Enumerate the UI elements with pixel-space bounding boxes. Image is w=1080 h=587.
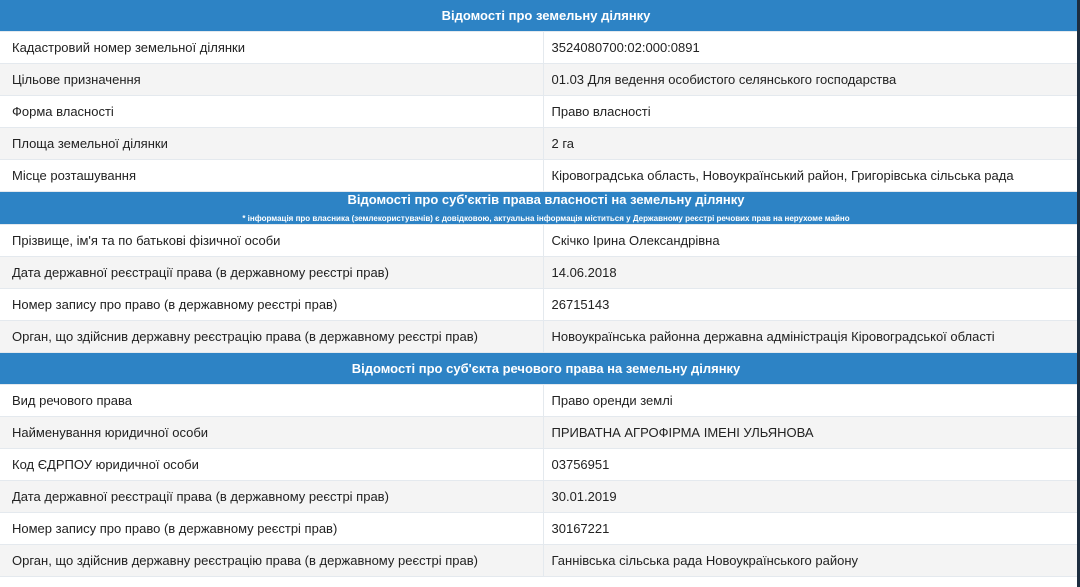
row-value: 26715143 (543, 289, 1080, 321)
row-label: Дата державної реєстрації права (в державному реєстрі прав) (0, 481, 543, 513)
row-value: 03756951 (543, 449, 1080, 481)
table-row (0, 417, 1080, 449)
section-title (0, 0, 1080, 32)
row-value: 2 га (543, 128, 1080, 160)
table-row (0, 160, 1080, 192)
row-value: 30.01.2019 (543, 481, 1080, 513)
section-title-text: Відомості про суб'єктів права власності на земельну ділянку (347, 192, 745, 207)
section-title-text: Відомості про суб'єкта речового права на земельну ділянку (351, 360, 741, 376)
row-label: Найменування юридичної особи (0, 417, 543, 449)
table-row (0, 257, 1080, 289)
row-value: ПРИВАТНА АГРОФІРМА ІМЕНІ УЛЬЯНОВА (543, 417, 1080, 449)
row-value: 01.03 Для ведення особистого селянського господарства (543, 64, 1080, 96)
section-title (0, 192, 1080, 225)
row-label: Код ЄДРПОУ юридичної особи (0, 449, 543, 481)
table-row (0, 96, 1080, 128)
row-label: Дата державної реєстрації права (в державному реєстрі прав) (0, 257, 543, 289)
table-row (0, 289, 1080, 321)
row-label: Номер запису про право (в державному реєстрі прав) (0, 289, 543, 321)
row-value: Право власності (543, 96, 1080, 128)
row-label: Цільове призначення (0, 64, 543, 96)
row-label: Орган, що здійснив державну реєстрацію права (в державному реєстрі прав) (0, 545, 543, 577)
row-label: Прізвище, ім'я та по батькові фізичної особи (0, 225, 543, 257)
row-value: Право оренди землі (543, 385, 1080, 417)
table-row (0, 321, 1080, 353)
row-label: Місце розташування (0, 160, 543, 192)
section-header-owners (0, 192, 1080, 225)
row-label: Форма власності (0, 96, 543, 128)
section-header-rights-holder (0, 353, 1080, 385)
table-row (0, 449, 1080, 481)
table-row (0, 385, 1080, 417)
section-header-land-plot (0, 0, 1080, 32)
row-value: 14.06.2018 (543, 257, 1080, 289)
section-title-text: Відомості про земельну ділянку (441, 7, 651, 23)
table-row (0, 32, 1080, 64)
row-label: Орган, що здійснив державну реєстрацію права (в державному реєстрі прав) (0, 321, 543, 353)
row-value: 30167221 (543, 513, 1080, 545)
section-title (0, 353, 1080, 385)
table-row (0, 513, 1080, 545)
table-row (0, 225, 1080, 257)
row-value: Кіровоградська область, Новоукраїнський район, Григорівська сільська рада (543, 160, 1080, 192)
row-label: Площа земельної ділянки (0, 128, 543, 160)
table-row (0, 128, 1080, 160)
row-value: Ганнівська сільська рада Новоукраїнського району (543, 545, 1080, 577)
table-row (0, 545, 1080, 577)
table-row (0, 64, 1080, 96)
row-value: Скічко Ірина Олександрівна (543, 225, 1080, 257)
table-row (0, 481, 1080, 513)
row-value: 3524080700:02:000:0891 (543, 32, 1080, 64)
row-label: Номер запису про право (в державному реєстрі прав) (0, 513, 543, 545)
row-label: Кадастровий номер земельної ділянки (0, 32, 543, 64)
row-value: Новоукраїнська районна державна адміністрація Кіровоградської області (543, 321, 1080, 353)
section-note: * інформація про власника (землекористувачів) є довідковою, актуальна інформація міститься у Державному реєстрі речових прав на нерухоме майно (242, 214, 850, 223)
row-label: Вид речового права (0, 385, 543, 417)
